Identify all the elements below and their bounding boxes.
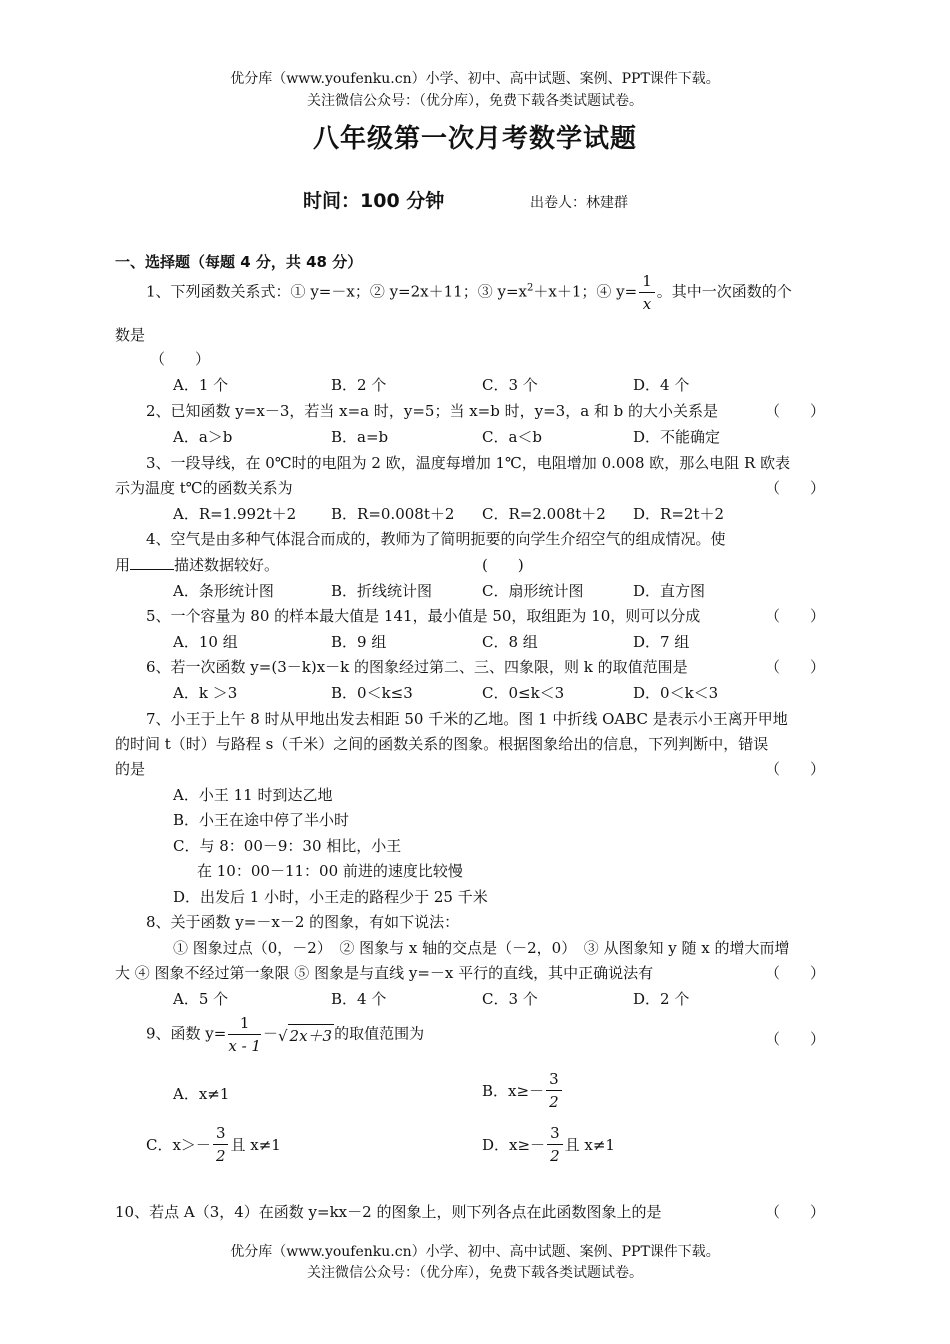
option-a: A．1 个: [173, 376, 229, 394]
header-line-2: 关注微信公众号：（优分库），免费下载各类试题试卷。: [307, 93, 643, 109]
answer-paren: （ ）: [765, 1030, 826, 1048]
question-7-stem-cont: 的时间 t（时）与路程 s（千米）之间的函数关系的图象。根据图象给出的信息，下列判断中，错误: [115, 735, 769, 753]
footer-line-2: 关注微信公众号：（优分库），免费下载各类试题试卷。: [307, 1265, 643, 1281]
footer-line-1: 优分库（www.youfenku.cn）小学、初中、高中试题、案例、PPT课件下载。: [230, 1244, 720, 1260]
question-6-stem: 6、若一次函数 y=(3－k)x－k 的图象经过第二、三、四象限，则 k 的取值范围是: [146, 658, 688, 676]
option-d: D．2 个: [633, 990, 690, 1008]
answer-paren: （ ）: [765, 760, 826, 778]
fraction-3-over-2: $\frac{3}{2}$: [546, 1070, 562, 1111]
option-c: C．a＜b: [482, 428, 543, 446]
fraction-3-over-2: $\frac{3}{2}$: [213, 1124, 229, 1165]
option-c: C．x＞－ $\frac{3}{2}$ 且 x≠1: [146, 1124, 281, 1165]
option-a: A．5 个: [173, 990, 229, 1008]
option-c-cont: 在 10：00－11：00 前进的速度比较慢: [197, 862, 463, 880]
option-a: A．k ＞3: [173, 684, 238, 702]
option-b: B．小王在途中停了半小时: [173, 811, 350, 829]
question-5-stem: 5、一个容量为 80 的样本最大值是 141，最小值是 50，取组距为 10，则可以分成: [146, 607, 701, 625]
question-2-stem: 2、已知函数 y=x－3，若当 x=a 时，y=5；当 x=b 时，y=3，a 和 b 的大小关系是: [146, 402, 719, 420]
option-c: C．R=2.008t＋2: [482, 505, 606, 523]
option-b: B．折线统计图: [331, 582, 433, 600]
question-3-stem-cont: 示为温度 t℃的函数关系为: [115, 479, 293, 497]
option-c: C．8 组: [482, 633, 538, 651]
option-d: D．直方图: [633, 582, 706, 600]
answer-paren: （ ）: [765, 964, 826, 982]
question-8-statements: ① 图象过点（0，－2） ② 图象与 x 轴的交点是（－2，0） ③ 从图象知 y 随 x 的增大而增: [173, 939, 790, 957]
option-b: B．a=b: [331, 428, 389, 446]
option-c: C．与 8：00－9：30 相比，小王: [173, 837, 402, 855]
fraction-1-over-x: $\frac{1}{x}$: [639, 272, 655, 313]
option-a: A．a＞b: [173, 428, 233, 446]
option-b: B．0＜k≤3: [331, 684, 413, 702]
question-4-stem: 4、空气是由多种气体混合而成的，教师为了简明扼要的向学生介绍空气的组成情况。使: [146, 530, 726, 548]
option-a: A．10 组: [173, 633, 238, 651]
answer-paren: （ ）: [765, 1203, 826, 1221]
fraction-1-over-x-minus-1: $\frac{1}{x - 1}$: [228, 1014, 261, 1055]
fill-blank: [130, 555, 174, 570]
option-a: A．小王 11 时到达乙地: [173, 786, 333, 804]
option-c: C．3 个: [482, 990, 538, 1008]
question-9-stem: 9、函数 y= $\frac{1}{x - 1}$ －√ 2x＋3 的取值范围为: [146, 1014, 425, 1055]
option-c: C．扇形统计图: [482, 582, 584, 600]
question-7-stem: 7、小王于上午 8 时从甲地出发去相距 50 千米的乙地。图 1 中折线 OABC 是表示小王离开甲地: [146, 710, 788, 728]
section-heading: 一、选择题（每题 4 分，共 48 分）: [115, 253, 363, 271]
fraction-3-over-2: $\frac{3}{2}$: [547, 1124, 563, 1165]
exam-author: 出卷人：林建群: [530, 195, 628, 211]
square-root: √ 2x＋3: [278, 1024, 334, 1046]
option-d: D．7 组: [633, 633, 690, 651]
header-line-1: 优分库（www.youfenku.cn）小学、初中、高中试题、案例、PPT课件下载。: [230, 71, 720, 87]
option-d: D．R=2t＋2: [633, 505, 725, 523]
option-d: D．4 个: [633, 376, 690, 394]
question-7-stem-end: 的是: [115, 760, 146, 778]
option-a: A．条形统计图: [173, 582, 274, 600]
question-3-stem: 3、一段导线，在 0℃时的电阻为 2 欧，温度每增加 1℃，电阻增加 0.008 欧，那么电阻 R 欧表: [146, 454, 791, 472]
option-b: B．4 个: [331, 990, 387, 1008]
question-8-stem: 8、关于函数 y=－x－2 的图象，有如下说法：: [146, 913, 460, 931]
answer-paren: ( ): [482, 556, 524, 574]
answer-paren: （ ）: [765, 479, 826, 497]
option-d: D．不能确定: [633, 428, 721, 446]
question-1-stem-cont: 数是: [115, 326, 146, 344]
option-b: B．2 个: [331, 376, 387, 394]
option-a: A．x≠1: [173, 1085, 230, 1103]
answer-paren: （ ）: [150, 350, 211, 368]
option-c: C．3 个: [482, 376, 538, 394]
answer-paren: （ ）: [765, 402, 826, 420]
question-8-statements-cont: 大 ④ 图象不经过第一象限 ⑤ 图象是与直线 y=－x 平行的直线，其中正确说法有: [115, 964, 654, 982]
option-b: B．R=0.008t＋2: [331, 505, 455, 523]
question-10-stem: 10、若点 A（3，4）在函数 y=kx－2 的图象上，则下列各点在此函数图象上的是: [115, 1203, 662, 1221]
answer-paren: （ ）: [765, 658, 826, 676]
option-b: B．x≥－ $\frac{3}{2}$: [482, 1070, 564, 1111]
page-title: 八年级第一次月考数学试题: [312, 124, 637, 154]
option-d: D．0＜k＜3: [633, 684, 719, 702]
option-d: D．x≥－ $\frac{3}{2}$ 且 x≠1: [482, 1124, 615, 1165]
option-c: C．0≤k＜3: [482, 684, 565, 702]
option-b: B．9 组: [331, 633, 387, 651]
option-a: A．R=1.992t＋2: [173, 505, 297, 523]
option-d: D．出发后 1 小时，小王走的路程少于 25 千米: [173, 888, 488, 906]
exam-time: 时间：100 分钟: [303, 190, 445, 212]
question-1-stem: 1、下列函数关系式：① y=－x；② y=2x＋11；③ $y=x^2+x+1$；④ y= $\frac{1}{x}$ 。其中一次函数的个: [146, 272, 792, 313]
question-4-stem-cont: 用 描述数据较好。: [115, 556, 280, 574]
answer-paren: （ ）: [765, 607, 826, 625]
